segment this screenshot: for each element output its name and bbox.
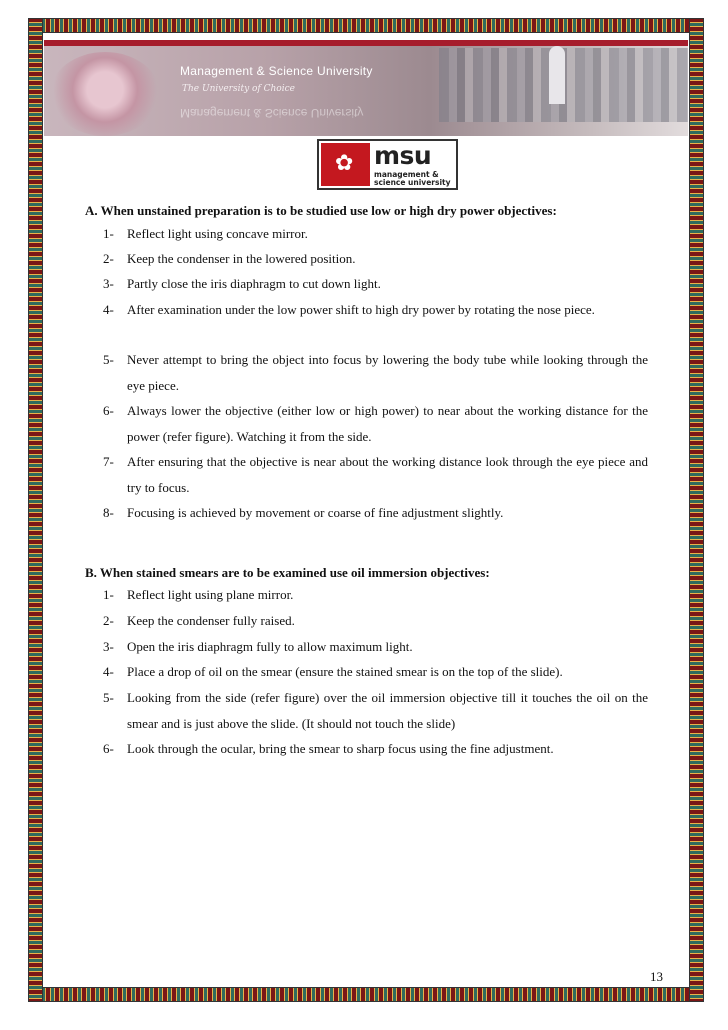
university-name: Management & Science University (180, 64, 373, 78)
item-number: 6- (103, 741, 114, 756)
item-number: 5- (103, 352, 114, 367)
section-b-item (103, 659, 648, 685)
item-text: Reflect light using plane mirror. (127, 587, 294, 602)
page-border-bottom (28, 987, 704, 1002)
item-text: Always lower the objective (either low or high power) to near about the working distance for the power (refer figure). Watching it from the side. (127, 403, 648, 444)
university-motto: The University of Choice (182, 84, 295, 94)
item-text: Open the iris diaphragm fully to allow maximum light. (127, 639, 413, 654)
page-border-right (689, 18, 704, 1002)
item-number: 2- (103, 251, 114, 266)
section-a-item (103, 271, 648, 297)
item-text: Keep the condenser fully raised. (127, 613, 295, 628)
section-a-item (103, 246, 648, 272)
logo-wordmark: msu (374, 141, 432, 170)
hibiscus-flower-icon: ✿ (335, 151, 354, 176)
item-text: Keep the condenser in the lowered position. (127, 251, 356, 266)
section-b-item (103, 685, 648, 737)
logo-subtitle (374, 171, 450, 187)
section-a-item (103, 449, 648, 501)
section-a-item (103, 221, 648, 247)
item-number: 3- (103, 639, 114, 654)
section-a-item (103, 398, 648, 450)
section-a-heading: A. When unstained preparation is to be studied use low or high dry power objectives: (85, 203, 557, 218)
item-text: Look through the ocular, bring the smear to sharp focus using the fine adjustment. (127, 741, 554, 756)
item-number: 2- (103, 613, 114, 628)
section-b-item (103, 608, 648, 634)
page-border-top (28, 18, 704, 33)
item-number: 8- (103, 505, 114, 520)
page-border-left (28, 18, 43, 1002)
item-text: After examination under the low power shift to high dry power by rotating the nose piece. (127, 302, 595, 317)
logo-red-block (321, 143, 370, 186)
item-text: After ensuring that the objective is near about the working distance look through the eye piece and try to focus. (127, 454, 648, 495)
item-number: 1- (103, 587, 114, 602)
section-b-item (103, 736, 648, 762)
section-b-item (103, 634, 648, 660)
item-number: 6- (103, 403, 114, 418)
section-a-item (103, 347, 648, 399)
page-number: 13 (650, 969, 663, 984)
section-a-item (103, 297, 648, 323)
university-name-reflection: Management & Science University (180, 106, 364, 120)
item-text: Reflect light using concave mirror. (127, 226, 308, 241)
section-b-item (103, 582, 648, 608)
logo-subtitle-line1: management & (374, 170, 439, 179)
campus-tower-image (549, 46, 565, 104)
item-text: Place a drop of oil on the smear (ensure the stained smear is on the top of the slide). (127, 664, 563, 679)
item-number: 4- (103, 664, 114, 679)
banner-top-bar (44, 40, 688, 46)
section-a-item (103, 500, 648, 526)
item-text: Focusing is achieved by movement or coarse of fine adjustment slightly. (127, 505, 504, 520)
item-number: 3- (103, 276, 114, 291)
logo-subtitle-line2: science university (374, 178, 451, 187)
header-banner (44, 40, 688, 136)
section-b-heading: B. When stained smears are to be examined use oil immersion objectives: (85, 565, 490, 580)
item-text: Never attempt to bring the object into focus by lowering the body tube while looking through the eye piece. (127, 352, 648, 393)
item-text: Partly close the iris diaphragm to cut down light. (127, 276, 381, 291)
banner-flower-icon (50, 52, 160, 136)
item-text: Looking from the side (refer figure) over the oil immersion objective till it touches the oil on the smear and is just above the slide. (It should not touch the slide) (127, 690, 648, 731)
msu-logo (317, 139, 458, 190)
item-number: 7- (103, 454, 114, 469)
item-number: 5- (103, 690, 114, 705)
item-number: 4- (103, 302, 114, 317)
item-number: 1- (103, 226, 114, 241)
